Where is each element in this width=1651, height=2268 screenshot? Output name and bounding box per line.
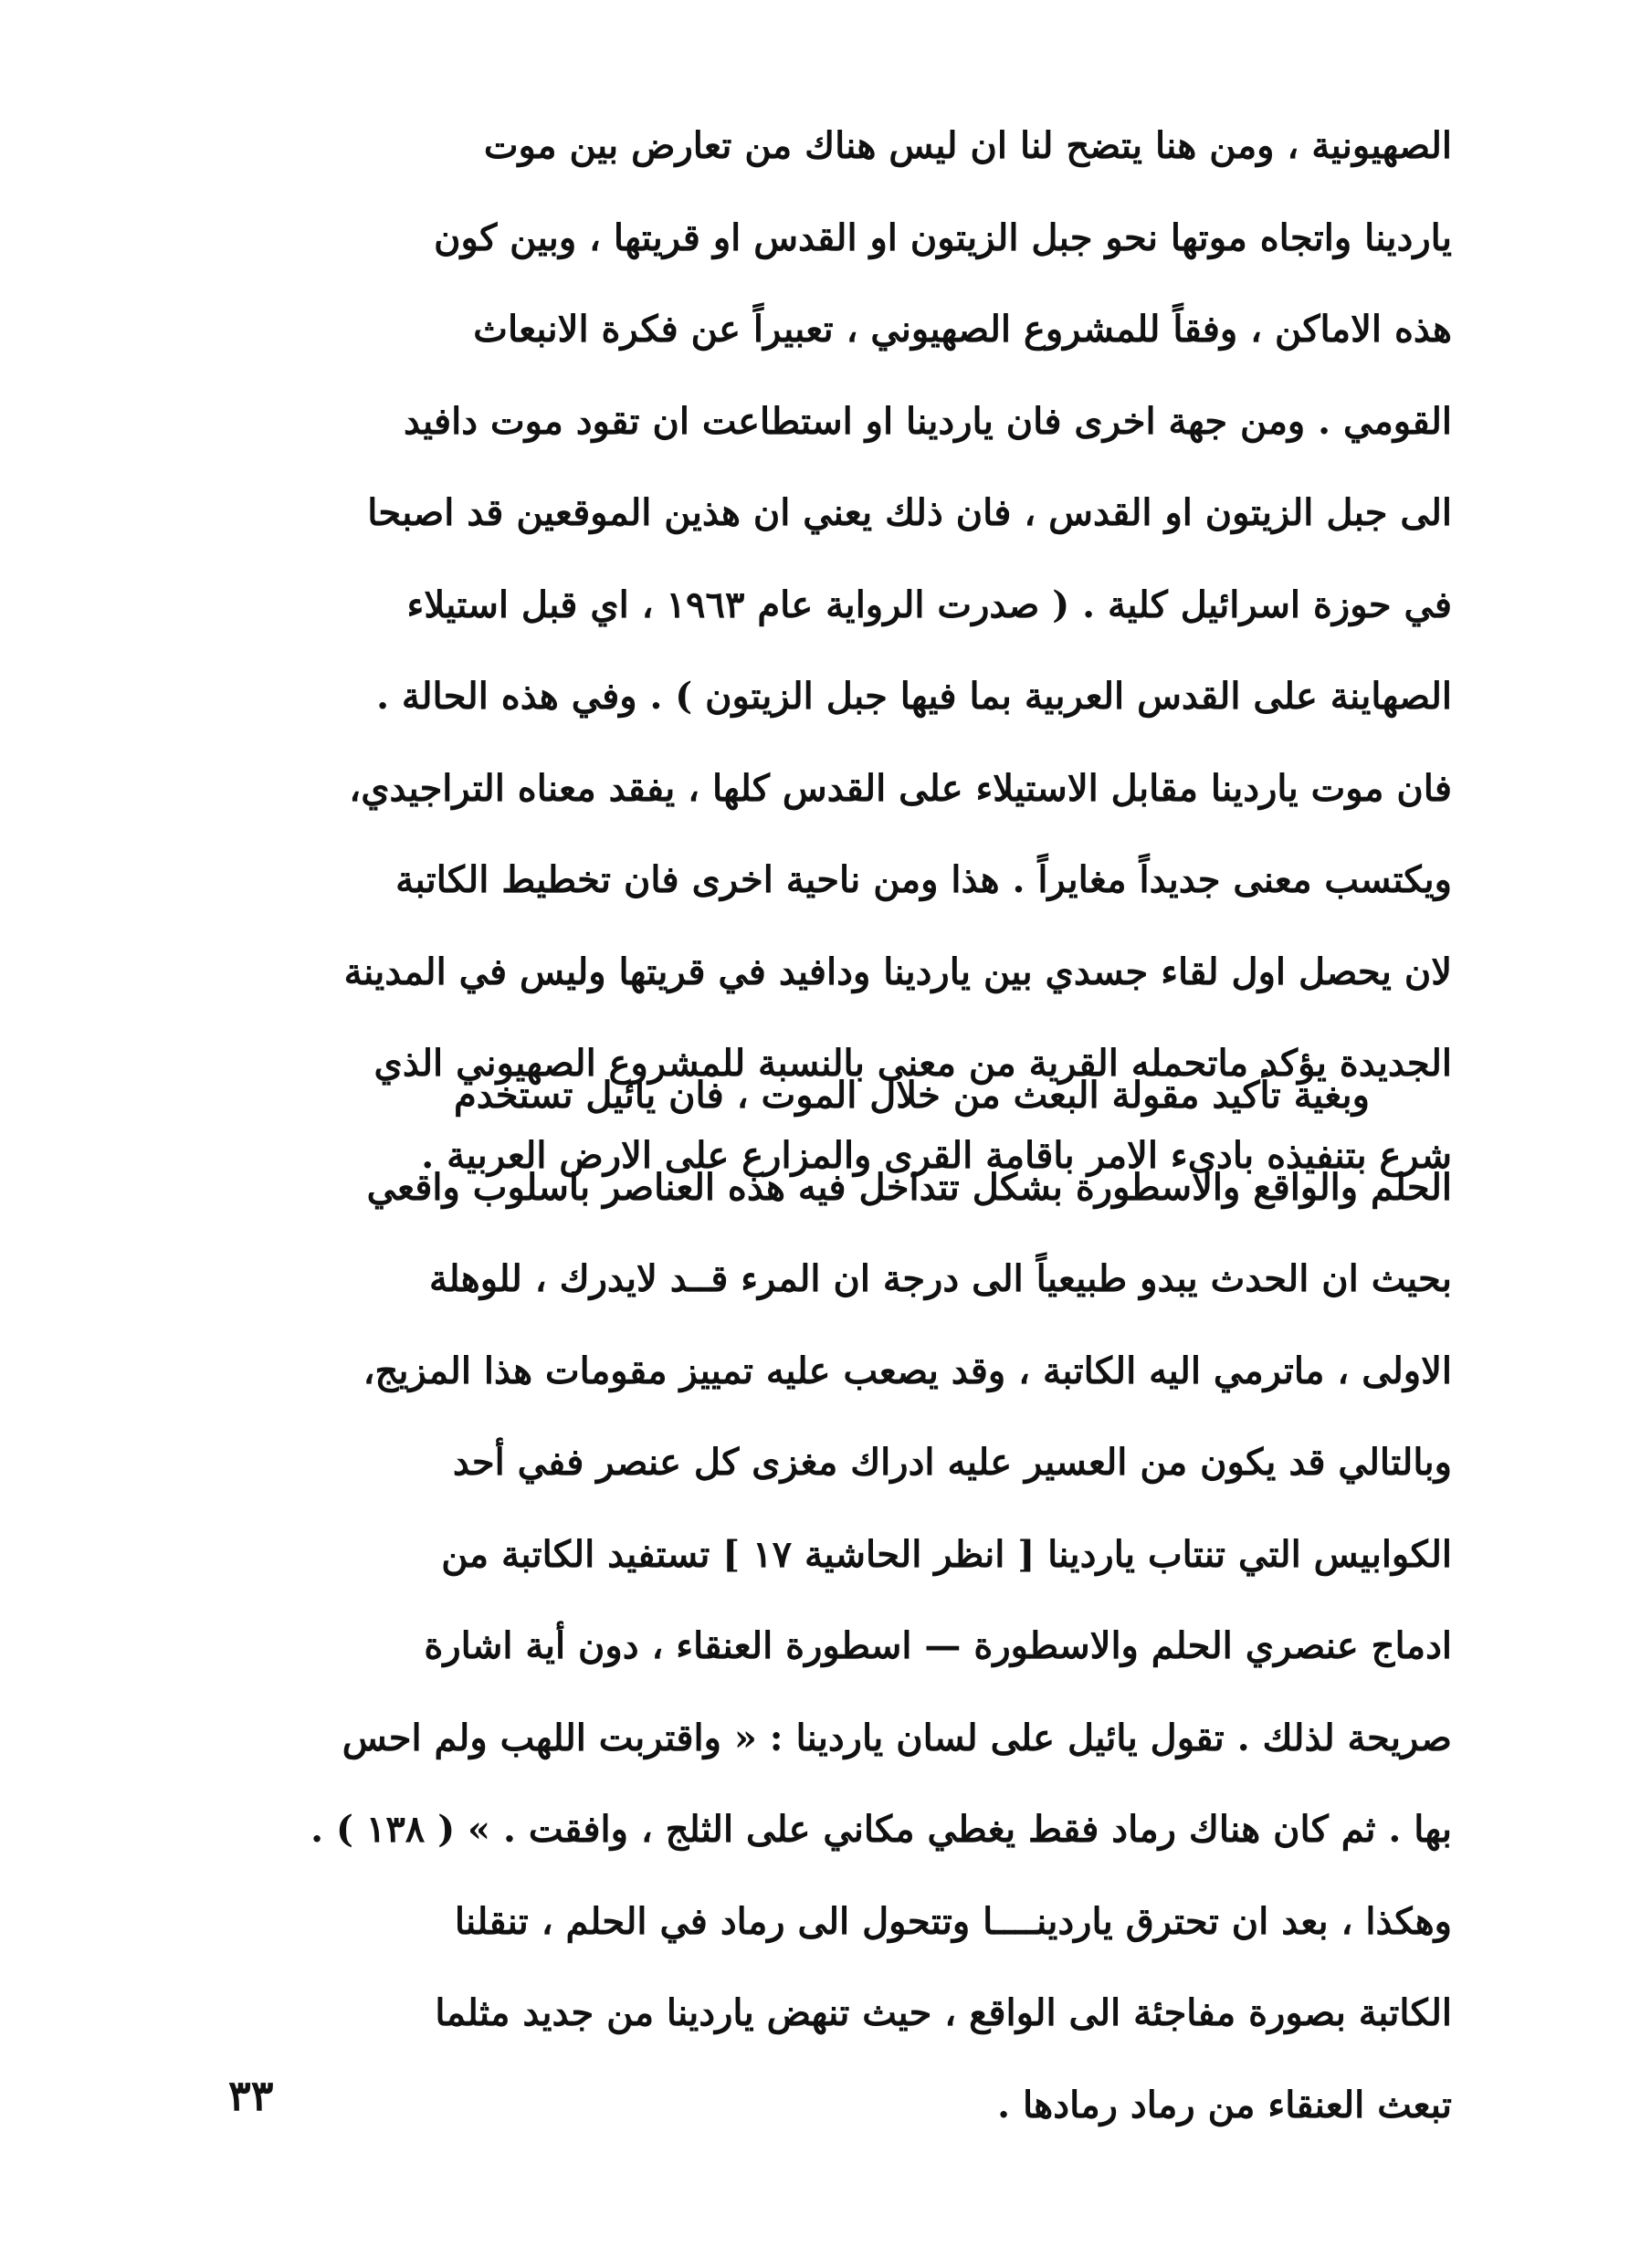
page-number: ٣٣ — [228, 2071, 274, 2120]
text-line: وبالتالي قد يكون من العسير عليه ادراك مغزى كل عنصر ففي أحد — [452, 1441, 1452, 1484]
text-line: فان موت ياردينا مقابل الاستيلاء على القدس كلها ، يفقد معناه التراجيدي، — [349, 766, 1452, 810]
text-line: الصهاينة على القدس العربية بما فيها جبل الزيتون ) . وفي هذه الحالة . — [376, 675, 1452, 718]
text-line: صريحة لذلك . تقول يائيل على لسان ياردينا : « واقتربت اللهب ولم احس — [342, 1716, 1452, 1759]
paragraph-1 — [224, 100, 1452, 1202]
text-line: ادماج عنصري الحلم والاسطورة — اسطورة العنقاء ، دون أية اشارة — [424, 1624, 1452, 1667]
text-line: وهكذا ، بعد ان تحترق ياردينــــا وتتحول الى رماد في الحلم ، تنقلنا — [454, 1899, 1452, 1943]
text-line: شرع بتنفيذه بادىء الامر باقامة القرى والمزارع على الارض العربية . — [421, 1133, 1452, 1177]
text-line: بحيث ان الحدث يبدو طبيعياً الى درجة ان المرء قــد لايدرك ، للوهلة — [428, 1257, 1452, 1300]
text-line: الجديدة يؤكد ماتحمله القرية من معنى بالنسبة للمشروع الصهيوني الذي — [373, 1042, 1452, 1085]
text-line: الصهيونية ، ومن هنا يتضح لنا ان ليس هناك من تعارض بين موت — [483, 124, 1452, 167]
text-line: وبغية تأكيد مقولة البعث من خلال الموت ، فان يائيل تستخدم — [453, 1074, 1370, 1117]
paragraph-2 — [224, 1050, 1452, 2151]
text-line: هذه الاماكن ، وفقاً للمشروع الصهيوني ، تعبيراً عن فكرة الانبعاث — [473, 308, 1452, 351]
text-line: الكوابيس التي تنتاب ياردينا [ انظر الحاشية ١٧ ] تستفيد الكاتبة من — [441, 1532, 1452, 1576]
text-line: بها . ثم كان هناك رماد فقط يغطي مكاني على الثلج ، وافقت . » ( ١٣٨ ) . — [310, 1808, 1452, 1851]
text-line: القومي . ومن جهة اخرى فان ياردينا او استطاعت ان تقود موت دافيد — [403, 399, 1452, 443]
text-line: في حوزة اسرائيل كلية . ( صدرت الرواية عام ١٩٦٣ ، اي قبل استيلاء — [406, 583, 1452, 626]
text-line: تبعث العنقاء من رماد رمادها . — [997, 2083, 1452, 2126]
text-line: لان يحصل اول لقاء جسدي بين ياردينا ودافيد في قريتها وليس في المدينة — [343, 950, 1452, 993]
text-line: ياردينا واتجاه موتها نحو جبل الزيتون او القدس او قريتها ، وبين كون — [434, 215, 1452, 259]
text-line: ويكتسب معنى جديداً مغايراً . هذا ومن ناحية اخرى فان تخطيط الكاتبة — [395, 858, 1452, 901]
text-line: الاولى ، ماترمي اليه الكاتبة ، وقد يصعب عليه تمييز مقومات هذا المزيج، — [363, 1349, 1452, 1392]
text-line: الحلم والواقع والاسطورة بشكل تتداخل فيه هذه العناصر باسلوب واقعي — [366, 1165, 1452, 1209]
text-line: الى جبل الزيتون او القدس ، فان ذلك يعني ان هذين الموقعين قد اصبحا — [367, 491, 1452, 534]
text-line: الكاتبة بصورة مفاجئة الى الواقع ، حيث تنهض ياردينا من جديد مثلما — [435, 1991, 1452, 2034]
